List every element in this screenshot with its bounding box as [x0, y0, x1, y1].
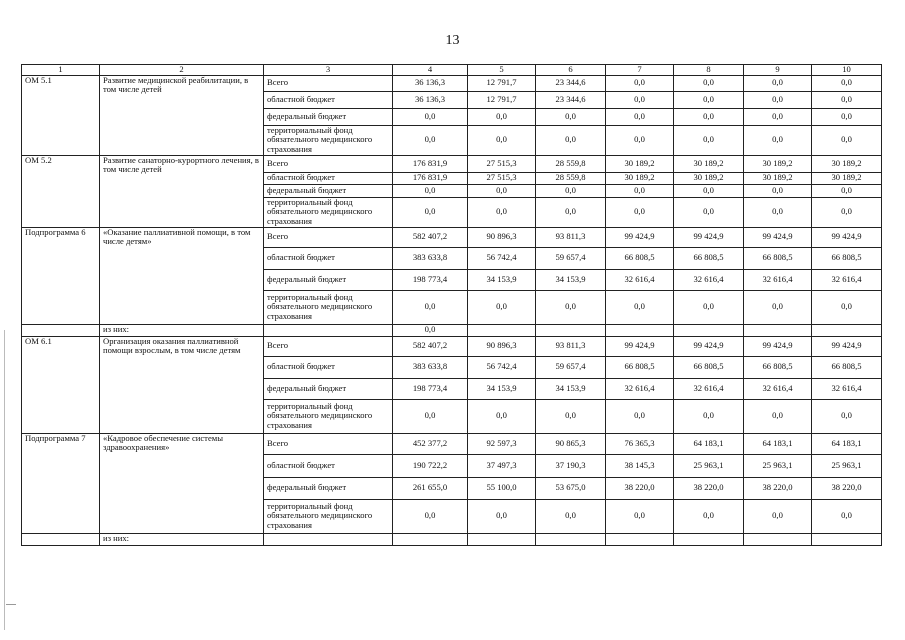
- of-them-row: [22, 533, 882, 545]
- of-them-label: из них:: [100, 324, 264, 336]
- amount-cell: 0,0: [812, 125, 882, 155]
- amount-cell: [468, 533, 536, 545]
- amount-cell: 92 597,3: [468, 433, 536, 454]
- scan-edge-line: [4, 330, 5, 630]
- amount-cell: 32 616,4: [744, 378, 812, 399]
- amount-cell: 93 811,3: [536, 227, 606, 247]
- amount-cell: 36 136,3: [393, 75, 468, 91]
- amount-cell: 38 220,0: [606, 477, 674, 499]
- program-title: «Оказание паллиативной помощи, в том числе детям»: [100, 227, 264, 324]
- amount-cell: 30 189,2: [744, 172, 812, 184]
- amount-cell: 0,0: [606, 91, 674, 108]
- amount-cell: [393, 533, 468, 545]
- amount-cell: 0,0: [812, 75, 882, 91]
- amount-cell: 198 773,4: [393, 269, 468, 290]
- amount-cell: 37 497,3: [468, 454, 536, 477]
- amount-cell: 0,0: [468, 197, 536, 227]
- amount-cell: 99 424,9: [812, 336, 882, 356]
- amount-cell: 0,0: [536, 125, 606, 155]
- amount-cell: 30 189,2: [812, 155, 882, 172]
- amount-cell: 99 424,9: [812, 227, 882, 247]
- amount-cell: 66 808,5: [606, 247, 674, 269]
- amount-cell: 0,0: [674, 399, 744, 433]
- amount-cell: 12 791,7: [468, 75, 536, 91]
- amount-cell: 34 153,9: [468, 378, 536, 399]
- amount-cell: 0,0: [674, 108, 744, 125]
- table-row: [22, 155, 882, 172]
- amount-cell: [812, 324, 882, 336]
- funding-source-empty: [264, 533, 393, 545]
- amount-cell: 0,0: [468, 184, 536, 197]
- funding-source: областной бюджет: [264, 454, 393, 477]
- amount-cell: 0,0: [744, 91, 812, 108]
- program-title: Организация оказания паллиативной помощи взрослым, в том числе детям: [100, 336, 264, 433]
- amount-cell: 28 559,8: [536, 172, 606, 184]
- amount-cell: 190 722,2: [393, 454, 468, 477]
- amount-cell: 261 655,0: [393, 477, 468, 499]
- amount-cell: 36 136,3: [393, 91, 468, 108]
- column-number: 1: [22, 65, 100, 76]
- amount-cell: 38 220,0: [812, 477, 882, 499]
- amount-cell: 0,0: [468, 499, 536, 533]
- amount-cell: 99 424,9: [744, 227, 812, 247]
- amount-cell: 66 808,5: [744, 247, 812, 269]
- amount-cell: 64 183,1: [812, 433, 882, 454]
- amount-cell: 59 657,4: [536, 356, 606, 378]
- funding-source: территориальный фонд обязательного медицинского страхования: [264, 499, 393, 533]
- amount-cell: 99 424,9: [606, 227, 674, 247]
- amount-cell: 0,0: [393, 108, 468, 125]
- amount-cell: 90 865,3: [536, 433, 606, 454]
- amount-cell: 32 616,4: [674, 269, 744, 290]
- amount-cell: 32 616,4: [812, 269, 882, 290]
- funding-source: территориальный фонд обязательного медицинского страхования: [264, 290, 393, 324]
- amount-cell: 0,0: [744, 290, 812, 324]
- amount-cell: 0,0: [812, 290, 882, 324]
- funding-source: областной бюджет: [264, 356, 393, 378]
- amount-cell: 56 742,4: [468, 247, 536, 269]
- amount-cell: 56 742,4: [468, 356, 536, 378]
- amount-cell: 0,0: [536, 197, 606, 227]
- column-number: 3: [264, 65, 393, 76]
- amount-cell: 30 189,2: [674, 155, 744, 172]
- amount-cell: [674, 533, 744, 545]
- funding-source: Всего: [264, 227, 393, 247]
- amount-cell: 0,0: [744, 184, 812, 197]
- amount-cell: 383 633,8: [393, 247, 468, 269]
- program-code: Подпрограмма 7: [22, 433, 100, 533]
- amount-cell: 93 811,3: [536, 336, 606, 356]
- table-row: [22, 433, 882, 454]
- amount-cell: 0,0: [536, 184, 606, 197]
- amount-cell: 37 190,3: [536, 454, 606, 477]
- amount-cell: 30 189,2: [606, 172, 674, 184]
- amount-cell: 32 616,4: [744, 269, 812, 290]
- amount-cell: 0,0: [393, 399, 468, 433]
- program-code: ОМ 5.2: [22, 155, 100, 227]
- amount-cell: 176 831,9: [393, 155, 468, 172]
- amount-cell: 38 220,0: [674, 477, 744, 499]
- page-number: 13: [445, 33, 460, 48]
- amount-cell: 76 365,3: [606, 433, 674, 454]
- amount-cell: 38 220,0: [744, 477, 812, 499]
- amount-cell: 582 407,2: [393, 336, 468, 356]
- amount-cell: 0,0: [744, 399, 812, 433]
- amount-cell: 25 963,1: [812, 454, 882, 477]
- amount-cell: 66 808,5: [674, 356, 744, 378]
- amount-cell: 0,0: [468, 108, 536, 125]
- funding-source: Всего: [264, 75, 393, 91]
- amount-cell: 0,0: [812, 108, 882, 125]
- amount-cell: 0,0: [744, 75, 812, 91]
- amount-cell: 0,0: [393, 184, 468, 197]
- amount-cell: 0,0: [468, 290, 536, 324]
- column-number: 2: [100, 65, 264, 76]
- amount-cell: 0,0: [606, 75, 674, 91]
- amount-cell: 66 808,5: [744, 356, 812, 378]
- amount-cell: 64 183,1: [744, 433, 812, 454]
- amount-cell: 32 616,4: [674, 378, 744, 399]
- funding-source: областной бюджет: [264, 91, 393, 108]
- amount-cell: 0,0: [674, 75, 744, 91]
- amount-cell: [536, 324, 606, 336]
- amount-cell: 0,0: [536, 399, 606, 433]
- amount-cell: 0,0: [606, 108, 674, 125]
- amount-cell: 0,0: [393, 324, 468, 336]
- amount-cell: 0,0: [812, 499, 882, 533]
- program-title: Развитие санаторно-курортного лечения, в том числе детей: [100, 155, 264, 227]
- amount-cell: 0,0: [393, 290, 468, 324]
- amount-cell: 99 424,9: [606, 336, 674, 356]
- amount-cell: 0,0: [674, 197, 744, 227]
- amount-cell: 0,0: [674, 125, 744, 155]
- of-them-label: из них:: [100, 533, 264, 545]
- amount-cell: 99 424,9: [674, 227, 744, 247]
- amount-cell: 0,0: [536, 499, 606, 533]
- amount-cell: 25 963,1: [744, 454, 812, 477]
- amount-cell: 30 189,2: [674, 172, 744, 184]
- amount-cell: 34 153,9: [468, 269, 536, 290]
- amount-cell: 0,0: [606, 197, 674, 227]
- amount-cell: 99 424,9: [744, 336, 812, 356]
- program-code: ОМ 6.1: [22, 336, 100, 433]
- table-row: [22, 227, 882, 247]
- amount-cell: 66 808,5: [606, 356, 674, 378]
- amount-cell: 0,0: [468, 399, 536, 433]
- program-title: Развитие медицинской реабилитации, в том числе детей: [100, 75, 264, 155]
- funding-source: федеральный бюджет: [264, 184, 393, 197]
- amount-cell: 582 407,2: [393, 227, 468, 247]
- amount-cell: 59 657,4: [536, 247, 606, 269]
- amount-cell: 30 189,2: [744, 155, 812, 172]
- amount-cell: 198 773,4: [393, 378, 468, 399]
- funding-source: территориальный фонд обязательного медицинского страхования: [264, 399, 393, 433]
- program-title: «Кадровое обеспечение системы здравоохранения»: [100, 433, 264, 533]
- amount-cell: 0,0: [536, 290, 606, 324]
- funding-source: Всего: [264, 155, 393, 172]
- amount-cell: 30 189,2: [606, 155, 674, 172]
- amount-cell: 90 896,3: [468, 336, 536, 356]
- amount-cell: 32 616,4: [606, 378, 674, 399]
- funding-source: областной бюджет: [264, 172, 393, 184]
- amount-cell: 0,0: [536, 108, 606, 125]
- amount-cell: 12 791,7: [468, 91, 536, 108]
- amount-cell: 27 515,3: [468, 155, 536, 172]
- funding-source: федеральный бюджет: [264, 269, 393, 290]
- amount-cell: [674, 324, 744, 336]
- amount-cell: 0,0: [468, 125, 536, 155]
- funding-source: Всего: [264, 336, 393, 356]
- amount-cell: 0,0: [812, 91, 882, 108]
- amount-cell: 0,0: [812, 399, 882, 433]
- column-number: 5: [468, 65, 536, 76]
- amount-cell: 0,0: [744, 108, 812, 125]
- funding-source: федеральный бюджет: [264, 378, 393, 399]
- amount-cell: 0,0: [606, 399, 674, 433]
- amount-cell: [606, 533, 674, 545]
- amount-cell: 34 153,9: [536, 378, 606, 399]
- amount-cell: 99 424,9: [674, 336, 744, 356]
- amount-cell: 0,0: [674, 184, 744, 197]
- amount-cell: 34 153,9: [536, 269, 606, 290]
- amount-cell: 0,0: [812, 184, 882, 197]
- amount-cell: 0,0: [393, 499, 468, 533]
- funding-source: территориальный фонд обязательного медицинского страхования: [264, 125, 393, 155]
- column-number: 6: [536, 65, 606, 76]
- amount-cell: [744, 324, 812, 336]
- funding-source: территориальный фонд обязательного медицинского страхования: [264, 197, 393, 227]
- column-number-row: [22, 65, 882, 76]
- funding-source: Всего: [264, 433, 393, 454]
- budget-table: [21, 64, 882, 546]
- amount-cell: 0,0: [606, 290, 674, 324]
- amount-cell: 452 377,2: [393, 433, 468, 454]
- funding-source-empty: [264, 324, 393, 336]
- program-code: ОМ 5.1: [22, 75, 100, 155]
- amount-cell: 32 616,4: [606, 269, 674, 290]
- column-number: 10: [812, 65, 882, 76]
- table-row: [22, 336, 882, 356]
- column-number: 9: [744, 65, 812, 76]
- amount-cell: [744, 533, 812, 545]
- amount-cell: 27 515,3: [468, 172, 536, 184]
- amount-cell: 0,0: [606, 499, 674, 533]
- amount-cell: 23 344,6: [536, 91, 606, 108]
- of-them-row: [22, 324, 882, 336]
- funding-source: федеральный бюджет: [264, 477, 393, 499]
- amount-cell: 0,0: [606, 184, 674, 197]
- amount-cell: [606, 324, 674, 336]
- amount-cell: [468, 324, 536, 336]
- column-number: 7: [606, 65, 674, 76]
- amount-cell: 0,0: [674, 499, 744, 533]
- amount-cell: 25 963,1: [674, 454, 744, 477]
- amount-cell: 28 559,8: [536, 155, 606, 172]
- amount-cell: 0,0: [393, 197, 468, 227]
- scan-edge-mark: [6, 604, 16, 605]
- amount-cell: 176 831,9: [393, 172, 468, 184]
- table-row: [22, 75, 882, 91]
- amount-cell: 53 675,0: [536, 477, 606, 499]
- amount-cell: 66 808,5: [812, 247, 882, 269]
- amount-cell: [812, 533, 882, 545]
- column-number: 4: [393, 65, 468, 76]
- amount-cell: 23 344,6: [536, 75, 606, 91]
- program-code-empty: [22, 324, 100, 336]
- amount-cell: 0,0: [744, 499, 812, 533]
- amount-cell: 0,0: [393, 125, 468, 155]
- amount-cell: 0,0: [744, 197, 812, 227]
- program-code: Подпрограмма 6: [22, 227, 100, 324]
- column-number: 8: [674, 65, 744, 76]
- amount-cell: 0,0: [674, 91, 744, 108]
- amount-cell: 32 616,4: [812, 378, 882, 399]
- program-code-empty: [22, 533, 100, 545]
- amount-cell: 66 808,5: [674, 247, 744, 269]
- amount-cell: [536, 533, 606, 545]
- amount-cell: 90 896,3: [468, 227, 536, 247]
- amount-cell: 55 100,0: [468, 477, 536, 499]
- amount-cell: 0,0: [812, 197, 882, 227]
- amount-cell: 0,0: [674, 290, 744, 324]
- amount-cell: 0,0: [744, 125, 812, 155]
- amount-cell: 38 145,3: [606, 454, 674, 477]
- amount-cell: 30 189,2: [812, 172, 882, 184]
- amount-cell: 0,0: [606, 125, 674, 155]
- amount-cell: 383 633,8: [393, 356, 468, 378]
- amount-cell: 64 183,1: [674, 433, 744, 454]
- amount-cell: 66 808,5: [812, 356, 882, 378]
- funding-source: федеральный бюджет: [264, 108, 393, 125]
- funding-source: областной бюджет: [264, 247, 393, 269]
